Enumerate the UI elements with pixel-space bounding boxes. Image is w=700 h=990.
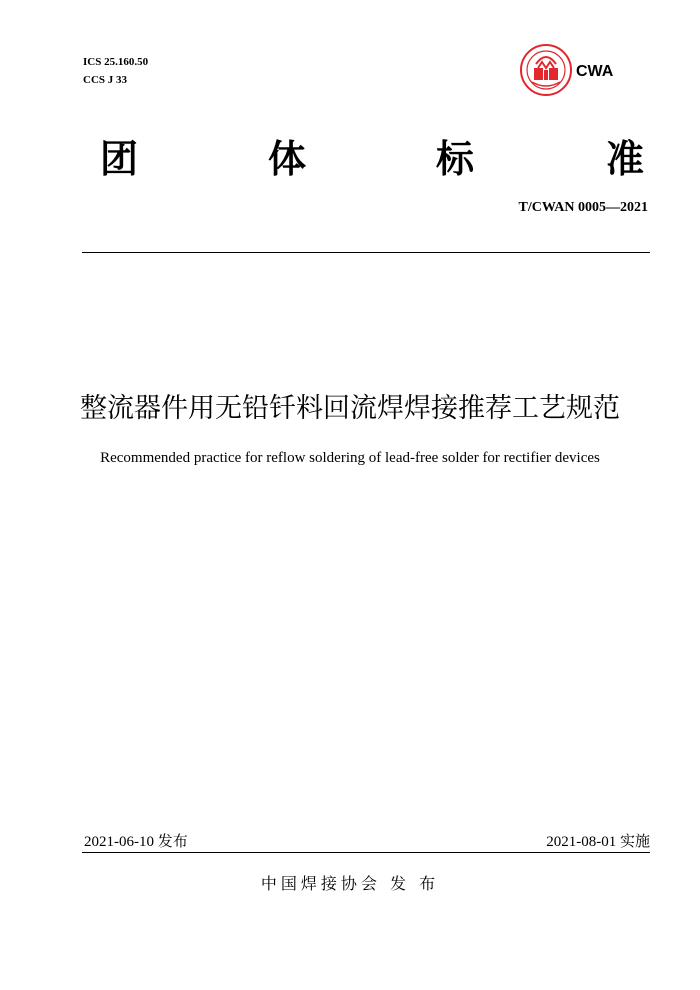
title-chinese: 整流器件用无铅钎料回流焊焊接推荐工艺规范 — [80, 393, 620, 424]
standard-type-char-1: 团 — [100, 137, 139, 181]
publish-date: 2021-06-10 发布 — [84, 834, 188, 850]
top-divider — [82, 252, 650, 253]
title-english: Recommended practice for reflow soldering of lead-free solder for rectifier devices — [100, 450, 600, 466]
standard-type-char-3: 标 — [436, 137, 475, 181]
ccs-code: CCS J 33 — [83, 74, 128, 86]
ics-code: ICS 25.160.50 — [83, 56, 149, 68]
standard-number: T/CWAN 0005—2021 — [518, 200, 648, 215]
publisher: 中国焊接协会 发 布 — [260, 874, 440, 893]
cwa-logo — [518, 42, 626, 98]
cwa-emblem-icon — [518, 42, 626, 98]
logo-text: CWA — [576, 63, 614, 80]
standard-type-char-4: 准 — [606, 137, 645, 181]
standard-type-char-2: 体 — [268, 137, 307, 181]
bottom-divider — [82, 852, 650, 853]
implement-date: 2021-08-01 实施 — [546, 834, 650, 850]
